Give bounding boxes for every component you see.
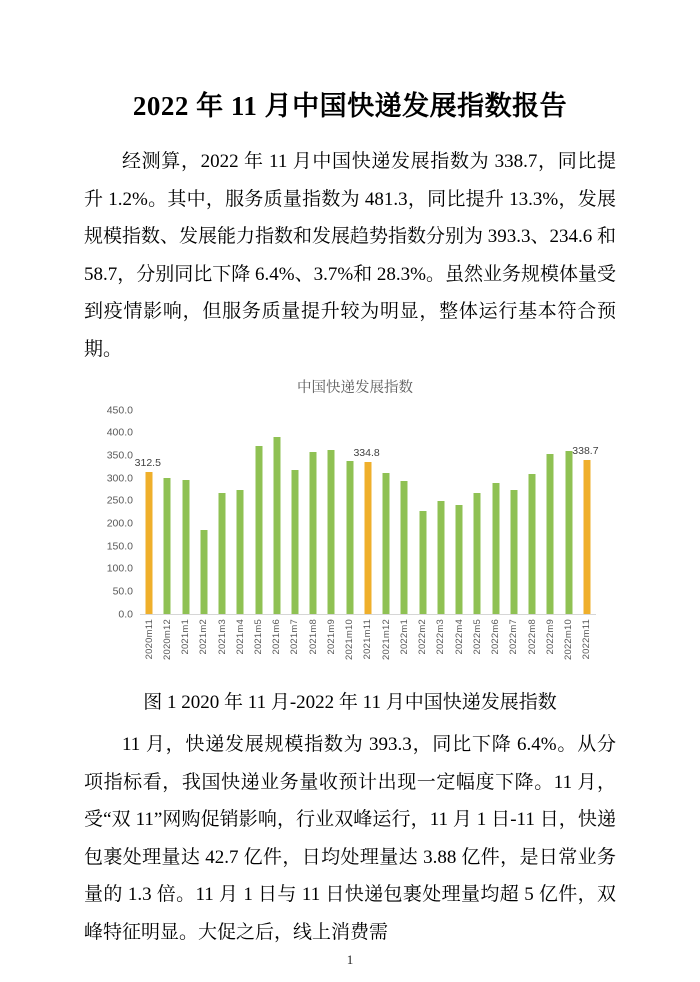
x-axis-label-cell [395, 619, 413, 671]
bar-column [541, 410, 559, 614]
bar [565, 451, 572, 614]
x-axis-label-cell [158, 619, 176, 671]
bar-column [341, 410, 359, 614]
x-axis-label: 2021m1 [180, 619, 192, 655]
bar-column [322, 410, 340, 614]
x-axis-label: 2022m11 [581, 619, 593, 660]
x-axis-label: 2021m11 [362, 619, 374, 660]
bar-column [559, 410, 577, 614]
bar [219, 493, 226, 614]
figure-chart [84, 376, 616, 671]
x-axis-label: 2021m7 [289, 619, 301, 655]
x-axis-label: 2022m4 [453, 619, 465, 655]
bar-column [432, 410, 450, 614]
bar [492, 483, 499, 614]
paragraph-2: 11 月，快递发展规模指数为 393.3，同比下降 6.4%。从分项指标看，我国快递业务量收预计出现一定幅度下降。11 月，受“双 11”网购促销影响，行业双峰运行，11 月 1 日-11 日，快递包裹处理量达 42.7 亿件，日均处理量达 3.88 亿件，是日常业务量的 1.3 倍。11 月 1 日与 11 日快递包裹处理量均超 5 亿件，双峰特征明显。大促之后，线上消费需 [84, 734, 616, 943]
bar [310, 452, 317, 614]
x-axis-label-cell [523, 619, 541, 671]
x-axis-label: 2022m7 [508, 619, 520, 655]
bar-column [158, 410, 176, 614]
bar-column [231, 410, 249, 614]
bar-column [395, 410, 413, 614]
bar [419, 511, 426, 614]
bar [529, 474, 536, 614]
bar [346, 461, 353, 614]
bar-highlighted [364, 462, 371, 614]
x-axis-label-cell [231, 619, 249, 671]
bars-container [134, 410, 599, 615]
bar-value-label: 338.7 [572, 444, 599, 457]
x-axis-label: 2021m9 [325, 619, 337, 655]
bar-highlighted [146, 472, 153, 614]
y-axis [100, 403, 140, 620]
x-axis-label-cell [486, 619, 504, 671]
bar-column [249, 410, 267, 614]
x-axis-label: 2020m12 [161, 619, 173, 661]
x-axis-label: 2021m12 [380, 619, 392, 661]
page-number: 1 [346, 952, 354, 967]
x-axis-label: 2021m2 [198, 619, 210, 655]
y-axis-tick: 0.0 [118, 607, 133, 620]
bar-column [414, 410, 432, 614]
bar [237, 490, 244, 614]
bar-column [195, 410, 213, 614]
bar [328, 450, 335, 614]
x-axis-label-cell [559, 619, 577, 671]
x-axis-label: 2021m4 [234, 619, 246, 655]
bar [182, 480, 189, 614]
y-axis-tick: 200.0 [106, 517, 133, 530]
bar [164, 478, 171, 614]
paragraph-1: 经测算，2022 年 11 月中国快递发展指数为 338.7，同比提升 1.2%。其中，服务质量指数为 481.3，同比提升 13.3%，发展规模指数、发展能力指数和发展趋势指数分别为 393.3、234.6 和 58.7，分别同比下降 6.4%、3.7%和 28.3%。虽然业务规模体量受到疫情影响，但服务质量提升较为明显，整体运行基本符合预期。 [84, 151, 617, 360]
x-axis-label-cell [377, 619, 395, 671]
bar-column [468, 410, 486, 614]
bar [510, 490, 517, 614]
bar-chart [100, 403, 599, 671]
x-axis-label: 2022m8 [526, 619, 538, 655]
bar-column [213, 410, 231, 614]
bar-column [377, 410, 395, 614]
bar [547, 454, 554, 614]
y-axis-tick: 250.0 [106, 494, 133, 507]
x-axis-label-cell [414, 619, 432, 671]
x-axis-label-cell [213, 619, 231, 671]
x-axis-label: 2021m6 [271, 619, 283, 655]
bar [474, 493, 481, 614]
x-axis-label-cell [195, 619, 213, 671]
x-axis-label: 2021m3 [216, 619, 228, 655]
bar-column [450, 410, 468, 614]
figure-caption: 图 1 2020 年 11 月-2022 年 11 月中国快递发展指数 [143, 692, 557, 713]
y-axis-tick: 350.0 [106, 449, 133, 462]
x-axis-label: 2021m8 [307, 619, 319, 655]
x-axis-label-cell [304, 619, 322, 671]
bar-column [486, 410, 504, 614]
bar [200, 530, 207, 614]
x-axis-label-cell [578, 619, 596, 671]
x-axis-label-cell [268, 619, 286, 671]
x-axis-label: 2020m11 [143, 619, 155, 660]
bar-column [304, 410, 322, 614]
bar-column [353, 410, 380, 614]
page-title: 2022 年 11 月中国快递发展指数报告 [132, 91, 568, 121]
x-axis-label: 2022m9 [544, 619, 556, 655]
x-axis-label-cell [249, 619, 267, 671]
x-axis-label-cell [140, 619, 158, 671]
chart-title: 中国快递发展指数 [297, 380, 413, 396]
y-axis-tick: 150.0 [106, 539, 133, 552]
y-axis-tick: 300.0 [106, 471, 133, 484]
x-axis-label-cell [450, 619, 468, 671]
bar [456, 505, 463, 614]
x-axis-labels [140, 619, 596, 671]
x-axis-label: 2022m2 [417, 619, 429, 655]
x-axis-label: 2022m6 [490, 619, 502, 655]
bar-value-label: 334.8 [353, 446, 380, 459]
plot-area [134, 410, 599, 671]
x-axis-label: 2022m5 [471, 619, 483, 655]
x-axis-label-cell [286, 619, 304, 671]
x-axis-label: 2021m10 [344, 619, 356, 661]
x-axis-label-cell [341, 619, 359, 671]
bar-column [176, 410, 194, 614]
bar-column [268, 410, 286, 614]
bar-column [523, 410, 541, 614]
x-axis-label-cell [432, 619, 450, 671]
x-axis-label: 2022m1 [398, 619, 410, 655]
bar [437, 501, 444, 614]
x-axis-label-cell [541, 619, 559, 671]
x-axis-label: 2021m5 [253, 619, 265, 655]
bar [255, 446, 262, 614]
y-axis-tick: 50.0 [112, 585, 133, 598]
bar-column [572, 410, 599, 614]
y-axis-tick: 100.0 [106, 562, 133, 575]
bar-column [286, 410, 304, 614]
x-axis-label-cell [176, 619, 194, 671]
bar [383, 473, 390, 614]
bar [273, 437, 280, 614]
bar-value-label: 312.5 [134, 456, 161, 469]
y-axis-tick: 450.0 [106, 403, 133, 416]
bar-column [134, 410, 161, 614]
x-axis-label: 2022m10 [563, 619, 574, 661]
x-axis-label-cell [322, 619, 340, 671]
x-axis-label: 2022m3 [435, 619, 447, 655]
bar [401, 481, 408, 614]
bar-highlighted [583, 460, 590, 614]
x-axis-label-cell [359, 619, 377, 671]
y-axis-tick: 400.0 [106, 426, 133, 439]
x-axis-label-cell [468, 619, 486, 671]
x-axis-label-cell [505, 619, 523, 671]
bar-column [505, 410, 523, 614]
bar [291, 470, 298, 614]
